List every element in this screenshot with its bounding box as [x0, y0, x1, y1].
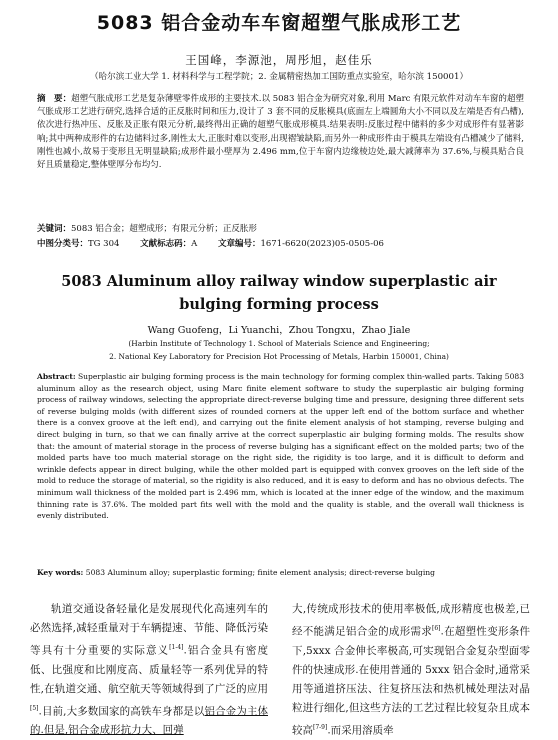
keywords-en — [37, 568, 524, 577]
keywords-en-label: Key words: — [37, 568, 84, 577]
abstract-cn-text: 超塑气胀成形工艺是复杂薄壁零件成形的主要技术.以 5083 铝合金为研究对象,利用 Marc 有限元软件对动车车窗的超塑气胀成形工艺进行研究,选择合适的正反胀时间和压力,设计了 3 套不同的反胀模具(底面左上端圆角大小不同以及左端是否有凸槽),依次进行热冲压、反胀及正胀有限元分析,最终得出正确的超塑气胀成形模具.结果表明:反胀过程中储料的多少对成形件有显著影响;其中两种成形件的右边储料过多,刚性太大,正胀时难以变形,出现褶皱缺陷,而另外一种成形件由于模具左端设有凸槽减少了储料,刚性也减小,故易于变形且无明显缺陷;成形件最小壁厚为 2.496 mm,位于车窗内边缘棱边处,最大减薄率为 37.6%,与模具贴合良好且质量稳定,整体壁厚分布均匀. — [37, 94, 524, 171]
clc-label: 中图分类号： — [37, 239, 89, 249]
title-en: 5083 Aluminum alloy railway window superplastic air bulging forming process — [61, 273, 497, 313]
body-paragraph — [30, 600, 268, 740]
keywords-cn-text: 5083 铝合金；超塑成形；有限元分析；正反胀形 — [71, 224, 257, 234]
body-text: .铝合金具有密度低、比强度和比刚度高、质量轻等一系列优异的特性,在轨道交通、航空航天等领域得到了广泛的应用 — [30, 644, 269, 695]
clc-value: TG 304 — [88, 239, 120, 249]
abstract-cn — [37, 93, 524, 172]
body-text: .而采用溶质牵 — [327, 724, 394, 736]
authors-cn: 王国峰，李源池，周彤旭，赵佳乐 — [185, 53, 373, 67]
abstract-en — [37, 371, 524, 522]
affiliation-cn: （哈尔滨工业大学 1. 材料科学与工程学院；2. 金属精密热加工国防重点实验室，哈尔滨 150001） — [89, 72, 469, 82]
abstract-en-text: Superplastic air bulging forming process is the main technology for forming complex thin-walled parts. Taking 5083 aluminum alloy as the research object, using Marc finite element software to study the superplastic air bulging forming process of railway windows, selecting the appropriate direct-reverse bulging time and pressure, designing three different sets of reverse bulging molds (with different sizes of rounded corners at the upper left end of the bottom surface and whether there is a convex groove at the left end), and carrying out the finite element analysis of hot stamping, reverse bulging and direct bulging in turn, so that we can finally arrive at the correct superplastic air bulging forming molds. The results show that: the amount of material storage in the process of reverse bulging has a significant effect on the molded parts; two of the molded parts have too much material storage on the right side, the rigidity is too large, and it is difficult to deform and wrinkle defects appear in direct bulging, while the other molded part is equipped with convex grooves on the left side of the mold to reduce the storage of material, so the rigidity is also reduced, and it is easy to deform and has no obvious defects. The minimum wall thickness of the molded part is 2.496 mm, which is located at the inner edge of the window, and the maximum thinning rate is 37.6%. The molded part fits well with the mold and the quality is stable, and the overall wall thickness is evenly distributed. — [37, 372, 524, 521]
article-no-label: 文章编号： — [217, 239, 261, 249]
body-text: 轨道交通设备轻量化是发展现代化高速列车的必然选择,减轻重量对于车辆提速、节能、降低污染等具有十分重要的实际意义 — [30, 603, 268, 657]
citation-ref: [7-9] — [313, 723, 328, 731]
citation-ref: [6] — [432, 625, 441, 632]
keywords-en-text: 5083 Aluminum alloy; superplastic forming; finite element analysis; direct-reverse bulging — [85, 568, 436, 577]
body-paragraph — [292, 600, 530, 740]
article-meta-cn — [37, 237, 524, 249]
doc-code-label: 文献标志码： — [140, 239, 192, 249]
citation-ref: [1-4] — [169, 644, 184, 651]
body-column-left — [30, 600, 268, 740]
article-no-value: 1671-6620(2023)05-0505-06 — [260, 239, 384, 249]
body-column-right — [292, 600, 530, 740]
keywords-cn-label: 关键词： — [37, 224, 72, 234]
abstract-cn-label: 摘 要： — [37, 94, 72, 104]
body-text: 大,传统成形技术的使用率极低,成形精度也极差,已经不能满足铝合金的成形需求 — [292, 603, 530, 638]
authors-en: Wang Guofeng，Li Yuanchi，Zhou Tongxu，Zhao Jiale — [147, 325, 411, 336]
abstract-en-label: Abstract: — [37, 372, 76, 381]
body-text-underlined: 铝合金为主体的.但是,铝合金成形抗力大、回弹 — [30, 705, 268, 736]
citation-ref: [5] — [30, 704, 39, 712]
title-cn: 5083 铝合金动车车窗超塑气胀成形工艺 — [96, 12, 462, 34]
body-text: .目前,大多数国家的高铁车身都是以 — [38, 705, 205, 717]
keywords-cn — [37, 222, 524, 234]
doc-code-value: A — [191, 239, 198, 249]
affiliation-en-line2: 2. National Key Laboratory for Precision Hot Processing of Metals, Harbin 150001, China) — [109, 352, 449, 361]
body-text: .在超塑性变形条件下,5xxx 合金伸长率极高,可实现铝合金复杂型面零件的快速成形.在使用普通的 5xxx 铝合金时,通常采用等通道挤压法、往复挤压法和热机械处理法对晶粒进行细化,但这些方法的工艺过程比较复杂且成本较高 — [292, 625, 531, 736]
affiliation-en-line1: (Harbin Institute of Technology 1. School of Materials Science and Engineering; — [128, 339, 430, 348]
